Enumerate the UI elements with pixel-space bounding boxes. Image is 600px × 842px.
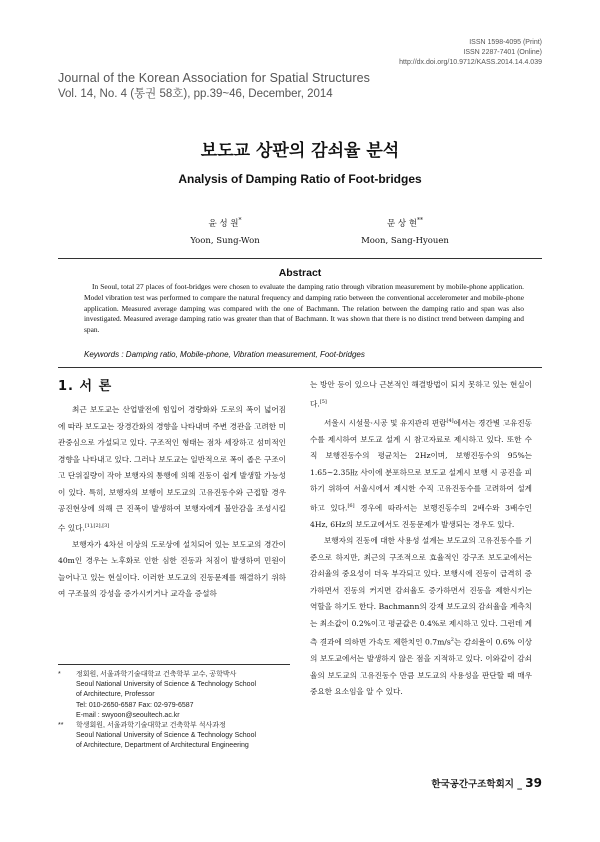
footnote-email[interactable]: E-mail : swyoon@seoultech.ac.kr [76, 711, 180, 719]
footnote-1-mark: * [58, 671, 61, 678]
citation: [1],[2],[3] [84, 522, 110, 529]
journal-volume: Vol. 14, No. 4 (통권 58호), pp.39~46, December, 2014 [58, 88, 333, 100]
intro-paragraph-2-cont: 는 방안 등이 있으나 근본적인 해결방법이 되지 못하고 있는 현실이다.[5] [310, 380, 532, 409]
footnote-line: Seoul National University of Science & Technology School [76, 681, 257, 689]
intro-paragraph-3: 서울시 시설물·시공 및 유지관리 편람[4]에서는 경간별 고유진동수를 제시하여 보도교 설계 시 참고자료로 제시하고 있다. 또한 수직 보행진동수의 평균치는 2Hz이며, 보행진동수의 95%는 1.65~2.35㎐ 사이에 분포하므로 보도교 설계시 보행 시 공진을 피하기 위하여 서울시에서 제시한 수직 고유진동수를 고려하여 설계하고 있다.[6] 경우에 따라서는 보행진동수의 2배수와 3배수인 4Hz, 6Hz의 보도교에서도 진동문제가 발생되는 경우도 있다. [310, 417, 533, 529]
citation: [4] [446, 417, 454, 424]
abstract-heading: Abstract [278, 267, 322, 279]
author-2-name-ko: 문 상 현 [386, 218, 418, 229]
issn-print: ISSN 1598-4095 (Print) [469, 39, 542, 46]
abstract-top-rule [58, 258, 542, 259]
page-number: 39 [525, 776, 542, 790]
abstract-text [84, 282, 524, 336]
footnote-line: of Architecture, Professor [76, 691, 155, 699]
author-1-mark: * [238, 217, 242, 224]
keywords-list: Damping ratio, Mobile-phone, Vibration measurement, Foot-bridges [125, 350, 365, 359]
superscript: 2 [450, 637, 454, 644]
paper-title-korean: 보도교 상판의 감쇠율 분석 [200, 141, 400, 161]
doi-link[interactable]: http://dx.doi.org/10.9712/KASS.2014.14.4.039 [399, 59, 542, 66]
footnote-line: of Architecture, Department of Architectural Engineering [76, 742, 249, 750]
footnote-2 [58, 721, 290, 752]
journal-header [58, 70, 370, 102]
author-1-name-ko: 윤 성 원 [208, 218, 239, 229]
intro-paragraph-1: 최근 보도교는 산업발전에 힘입어 경량화와 도로의 폭이 넓어짐에 따라 보도교는 장경간화의 경향을 나타내며 주변 경관을 고려한 미관중심으로 가설되고 있다. 구조적인 형태는 점차 세장하고 섬미적인 경향을 나타내고 있다. 그러나 보도교는 일반적으로 폭이 좁은 구조이고 단위질량이 작아 보행자의 통행에 의해 진동이 쉽게 발생할 가능성이 있다. 특히, 보행자의 보행이 보도교의 고유진동수와 근접할 경우 공진현상에 의해 큰 진폭이 발생하여 보행자에게 불안감을 조성시킬 수 있다.[1],[2],[3] [58, 405, 286, 533]
author-2-name-en: Moon, Sang-Hyouen [361, 235, 449, 246]
body-column-right [310, 377, 532, 701]
section-heading-intro: 1. 서 론 [58, 379, 113, 394]
paper-title-english: Analysis of Damping Ratio of Foot-bridges [178, 172, 422, 186]
author-2-mark: ** [417, 217, 424, 224]
author-2 [320, 212, 490, 250]
citation: [6] [347, 502, 355, 509]
footnote-rule [58, 664, 290, 665]
footer-journal-label: 한국공간구조학회지 _ [431, 779, 522, 790]
footnotes [58, 670, 290, 752]
abstract-bottom-rule [58, 367, 542, 368]
citation: [5] [319, 398, 327, 405]
intro-paragraph-2: 보행자가 4차선 이상의 도로상에 설치되어 있는 보도교의 경간이 40m인 경우는 노후화로 인한 심한 진동과 처짐이 발생하여 민원이 늘어나고 있는 현실이다. 이러한 보도교의 진동문제를 해결하기 위하여 구조물의 강성을 증가시키거나 교각을 증설하 [58, 539, 286, 599]
issn-online: ISSN 2287-7401 (Online) [463, 49, 542, 56]
page-footer [431, 776, 542, 790]
journal-name: Journal of the Korean Association for Spatial Structures [58, 71, 371, 85]
author-1 [140, 212, 310, 250]
author-1-name-en: Yoon, Sung-Won [190, 235, 260, 246]
keywords-line: Keywords : Damping ratio, Mobile-phone, Vibration measurement, Foot-bridges [84, 350, 365, 359]
footnote-line: 학생회원, 서울과학기술대학교 건축학부 석사과정 [76, 722, 226, 730]
footnote-1 [58, 670, 290, 721]
intro-paragraph-4: 보행자의 진동에 대한 사용성 설계는 보도교의 고유진동수를 기준으로 하지만, 최근의 구조적으로 효율적인 강구조 보도교에서는 감쇠율의 중요성이 더욱 부각되고 있다. 보행시에 진동이 급격히 증가하면서 진동의 커지면 감쇠율도 증가하면서 진동을 제한시키는 역할을 하기도 한다. Bachmann의 강재 보도교의 감쇠율을 계측치는 최소값이 0.2%이고 평균값은 0.4%로 제시하고 있다. 그런데 계측 결과에 의하면 가속도 제한치인 0.7m/s$^2$는 감쇠율이 0.6% 이상의 보도교에서는 발생하지 않은 점을 지적하고 있다. 이와같이 감쇠율의 보도교의 고유진동수 만큼 보도교의 사용성을 판단할 때 매우 중요한 요소임을 알 수 있다. [310, 536, 532, 697]
keywords-label: Keywords [84, 350, 120, 359]
footnote-line: 정회원, 서울과학기술대학교 건축학부 교수, 공학박사 [76, 671, 237, 678]
issn-block [399, 38, 542, 68]
body-column-left [58, 402, 286, 603]
abstract-paragraph: In Seoul, total 27 places of foot-bridges were chosen to evaluate the damping ratio through vibration measurement by mobile-phone application. Model vibration test was performed to compare the natural frequency and damping ratio between the conventional accelerometer and mobile-phone application. Measured average damping was compared with the one of Bachmann. The relation between the damping ratio and span was also investigated. Measured average damping ratio was greater than that of Bachmann. It was shown that there is no distinct trend between damping and span. [84, 282, 524, 335]
footnote-2-mark: ** [58, 722, 64, 730]
footnote-line: Tel: 010-2650-6587 Fax: 02-979-6587 [76, 701, 194, 709]
footnote-line: Seoul National University of Science & Technology School [76, 732, 257, 740]
